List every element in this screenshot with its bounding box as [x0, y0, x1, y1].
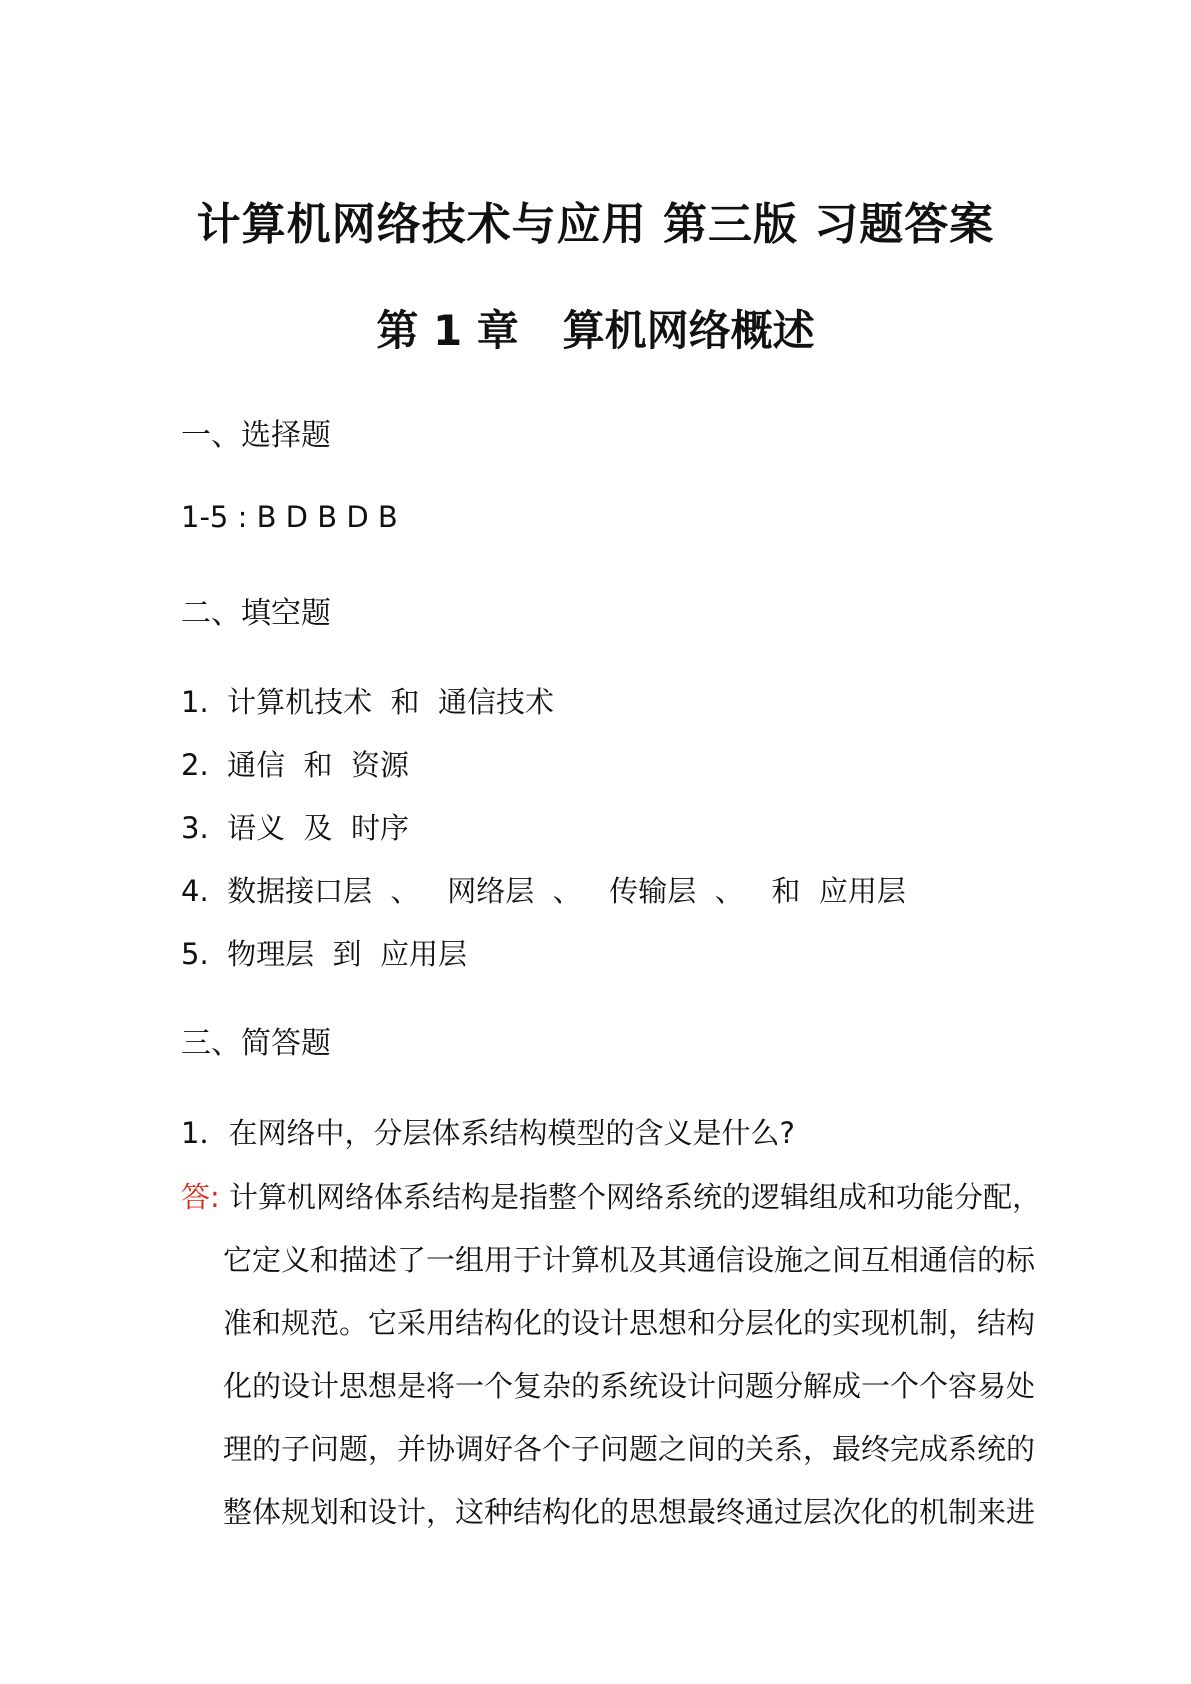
answer-line: 它定义和描述了一组用于计算机及其通信设施之间互相通信的标 — [223, 1243, 1036, 1277]
fill-item-1: 1. 计算机技术 和 通信技术 — [181, 685, 554, 719]
answer-first-line — [181, 1175, 1041, 1216]
answer-line: 化的设计思想是将一个复杂的系统设计问题分解成一个个容易处 — [223, 1369, 1036, 1403]
answer-text-first: 计算机网络体系结构是指整个网络系统的逻辑组成和功能分配， — [219, 1180, 1042, 1214]
short-answer-question: 1．在网络中，分层体系结构模型的含义是什么? — [181, 1116, 795, 1150]
answer-line: 准和规范。它采用结构化的设计思想和分层化的实现机制，结构 — [223, 1306, 1036, 1340]
section-heading-fill: 二、填空题 — [181, 596, 331, 631]
section-heading-choice: 一、选择题 — [181, 418, 331, 453]
fill-item-2: 2. 通信 和 资源 — [181, 748, 409, 782]
section-heading-short-answer: 三、简答题 — [181, 1026, 331, 1061]
document-title: 计算机网络技术与应用 第三版 习题答案 — [196, 199, 995, 250]
answer-line: 整体规划和设计，这种结构化的思想最终通过层次化的机制来进 — [223, 1495, 1036, 1529]
fill-item-3: 3. 语义 及 时序 — [181, 811, 409, 845]
answer-line: 理的子问题，并协调好各个子问题之间的关系，最终完成系统的 — [223, 1432, 1036, 1466]
answer-label: 答: — [181, 1180, 220, 1214]
fill-item-5: 5. 物理层 到 应用层 — [181, 937, 467, 971]
choice-answers: 1-5 : B D B D B — [181, 500, 398, 534]
fill-item-4: 4. 数据接口层 、 网络层 、 传输层 、 和 应用层 — [181, 874, 906, 908]
chapter-heading: 第 1 章 算机网络概述 — [376, 306, 815, 355]
